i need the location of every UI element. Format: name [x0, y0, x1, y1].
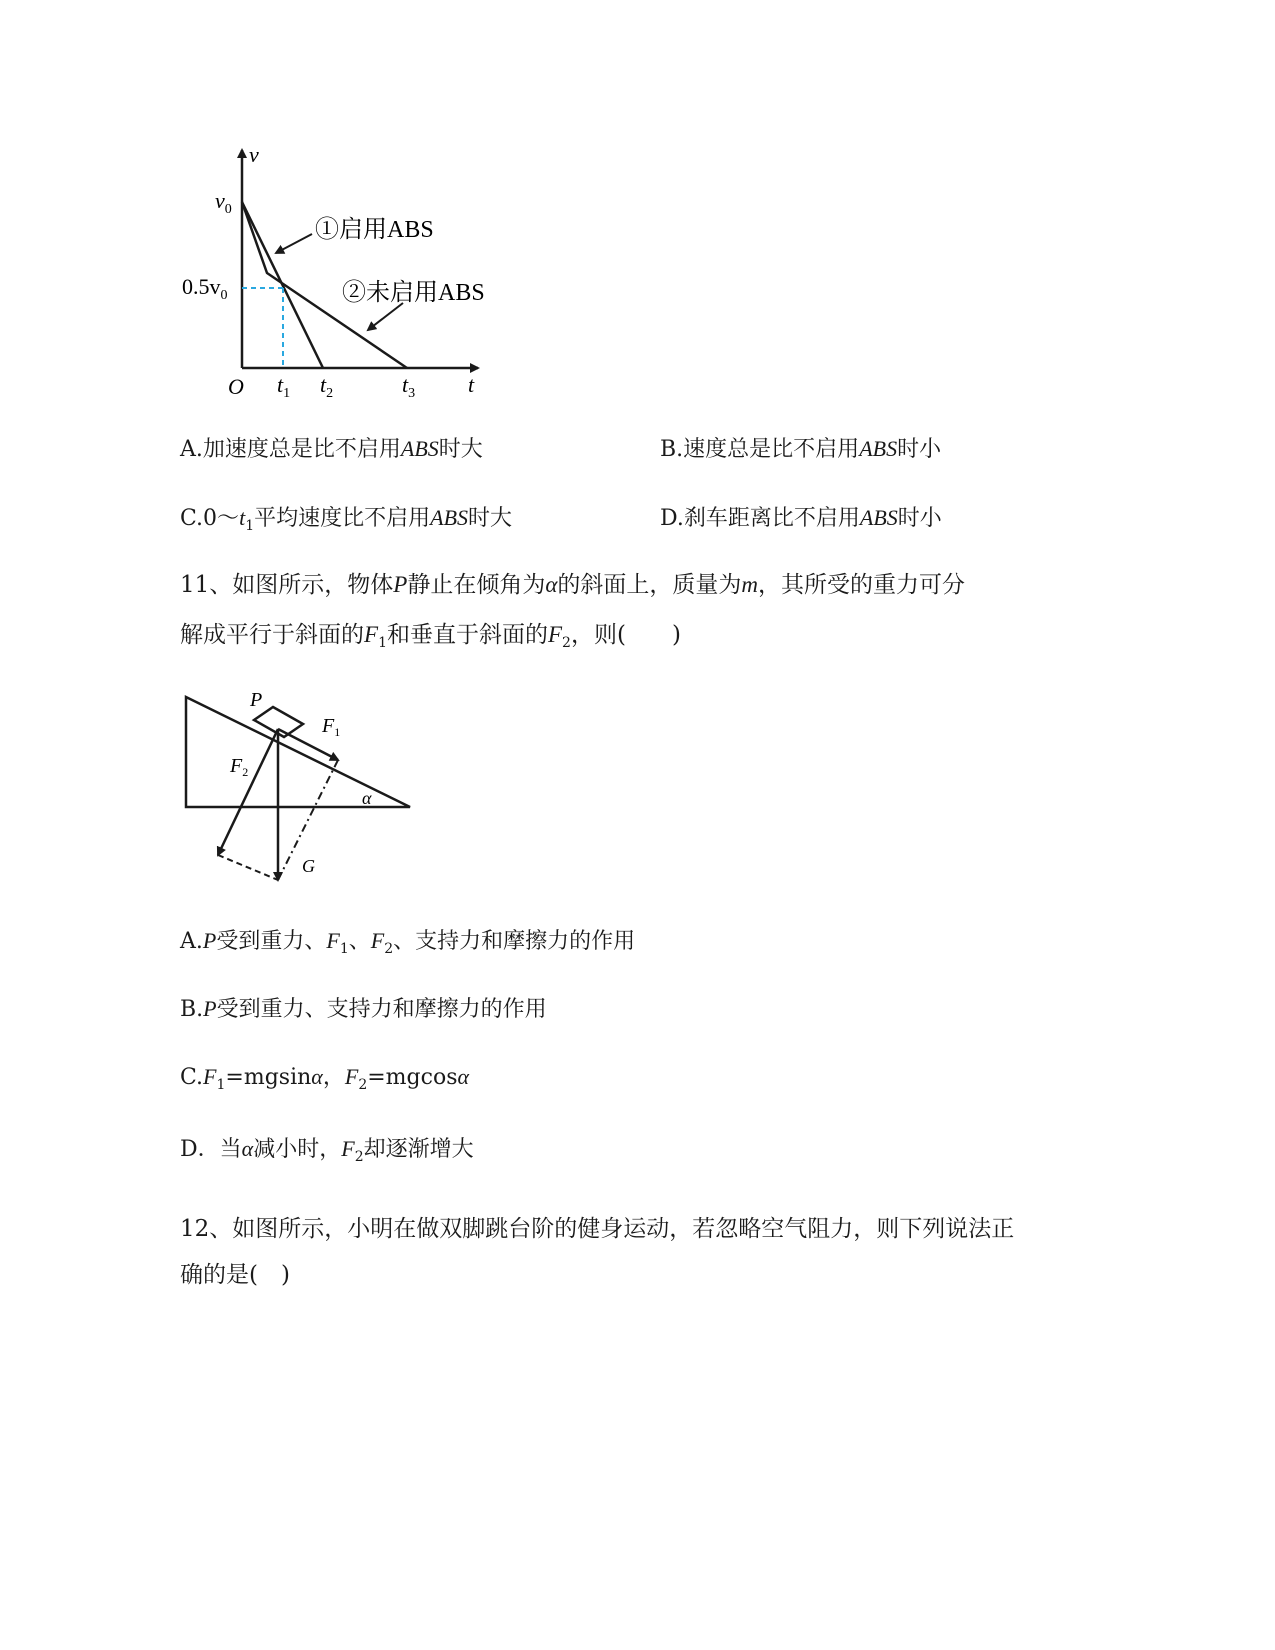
f2-subscript: 2 [562, 635, 571, 651]
q11-option-d [180, 1134, 474, 1172]
abs-term: ABS [400, 436, 439, 461]
f1-subscript: 1 [378, 635, 387, 651]
v0-label: $v_0$ [215, 188, 232, 217]
option-text: 时小 [897, 437, 942, 462]
option-prefix: B. [180, 997, 204, 1022]
option-text: 当 [219, 1137, 242, 1162]
stem-text: 和垂直于斜面的 [386, 622, 548, 648]
q12-stem-line1: 12、如图所示，小明在做双脚跳台阶的健身运动，若忽略空气阻力，则下列说法正 [180, 1216, 1015, 1242]
f1-symbol: F [364, 622, 379, 647]
separator: ， [322, 1065, 345, 1090]
alpha-symbol: α [241, 1136, 254, 1161]
f2-arrow [218, 729, 278, 855]
f2-subscript: 2 [354, 1149, 364, 1165]
option-dot: ． [197, 1137, 220, 1162]
f2-symbol: F [547, 622, 563, 647]
abs-term: ABS [430, 505, 469, 530]
stem-text: 11、如图所示，物体 [180, 572, 394, 598]
incline-triangle [186, 697, 410, 807]
option-prefix: C. [180, 506, 204, 531]
option-text: 减小时， [253, 1137, 342, 1162]
option-prefix: C. [180, 1065, 204, 1090]
fig-f1-label: $F_1$ [322, 715, 341, 739]
p-symbol: P [393, 572, 408, 597]
t3-label: $t_3$ [402, 372, 416, 401]
half-v0-label: $0.5v_0$ [182, 274, 228, 303]
option-text: 、支持力和摩擦力的作用 [393, 929, 636, 954]
option-text: 、 [348, 929, 371, 954]
q10-option-a [180, 434, 483, 465]
option-text: 刹车距离比不启用 [683, 506, 860, 531]
option-text: 平均速度比不启用 [254, 506, 431, 531]
f1-subscript: 1 [339, 941, 349, 957]
stem-text: ，则( ) [570, 622, 681, 648]
stem-text: 静止在倾角为 [407, 572, 546, 598]
q10-option-b [660, 434, 941, 465]
f1-symbol: F [203, 1064, 217, 1089]
no-abs-label-arrow [368, 303, 403, 330]
t-symbol: t [239, 505, 246, 530]
option-prefix: A. [180, 437, 203, 462]
vt-graph [170, 140, 530, 405]
f2-symbol: F [344, 1064, 359, 1089]
q12-stem-line2: 确的是( ) [180, 1262, 290, 1288]
q10-option-c [180, 503, 512, 541]
formula-text: =mgsin [225, 1065, 312, 1090]
option-text: 时小 [897, 506, 942, 531]
no-abs-curve-label: ②未启用ABS [342, 280, 485, 306]
q11-stem-line2 [180, 620, 681, 658]
origin-label: O [228, 374, 244, 399]
option-prefix: D. [660, 506, 684, 531]
option-text: 受到重力、 [216, 929, 327, 954]
option-prefix: D [180, 1137, 198, 1162]
zero-value: 0 [203, 506, 218, 531]
p-symbol: P [202, 928, 217, 953]
dashed-side-1 [218, 855, 278, 880]
m-symbol: m [741, 572, 759, 597]
alpha-symbol: α [457, 1064, 470, 1089]
f2-symbol: F [341, 1136, 355, 1161]
incline-figure [170, 680, 430, 895]
t-subscript: 1 [245, 518, 255, 534]
option-text: 受到重力、支持力和摩擦力的作用 [216, 997, 547, 1022]
t-axis-label: t [468, 372, 475, 397]
abs-curve-label: ①启用ABS [315, 217, 434, 243]
f2-subscript: 2 [358, 1077, 368, 1093]
fig-g-label: G [302, 856, 315, 876]
stem-text: 解成平行于斜面的 [180, 622, 364, 648]
fig-p-label: P [250, 689, 263, 711]
t1-label: $t_1$ [277, 372, 291, 401]
p-symbol: P [203, 996, 217, 1021]
abs-label-arrow [276, 234, 312, 253]
q11-stem-line1 [180, 570, 965, 600]
option-text: 速度总是比不启用 [683, 437, 860, 462]
abs-term: ABS [859, 436, 898, 461]
fig-alpha-label: α [362, 788, 372, 808]
alpha-symbol: α [545, 572, 558, 597]
stem-text: ，其所受的重力可分 [758, 572, 966, 598]
option-text: 却逐渐增大 [363, 1137, 474, 1162]
option-text: 时大 [468, 506, 513, 531]
q11-option-b [180, 994, 547, 1025]
alpha-symbol: α [311, 1064, 323, 1089]
option-text: 加速度总是比不启用 [202, 437, 401, 462]
formula-text: =mgcos [367, 1065, 458, 1090]
f2-subscript: 2 [384, 941, 394, 957]
option-text: 时大 [438, 437, 483, 462]
stem-text: 的斜面上，质量为 [557, 572, 742, 598]
abs-term: ABS [859, 505, 898, 530]
fig-f2-label: $F_2$ [230, 755, 249, 779]
option-prefix: A. [180, 929, 203, 954]
f1-subscript: 1 [216, 1077, 226, 1093]
q11-option-c [180, 1062, 469, 1100]
option-prefix: B. [660, 437, 684, 462]
q11-option-a [180, 926, 635, 964]
f1-symbol: F [326, 928, 340, 953]
q10-option-d [660, 503, 942, 534]
tilde: ～ [217, 506, 240, 531]
v-axis-label: v [249, 142, 259, 167]
t2-label: $t_2$ [320, 372, 334, 401]
f2-symbol: F [370, 928, 385, 953]
